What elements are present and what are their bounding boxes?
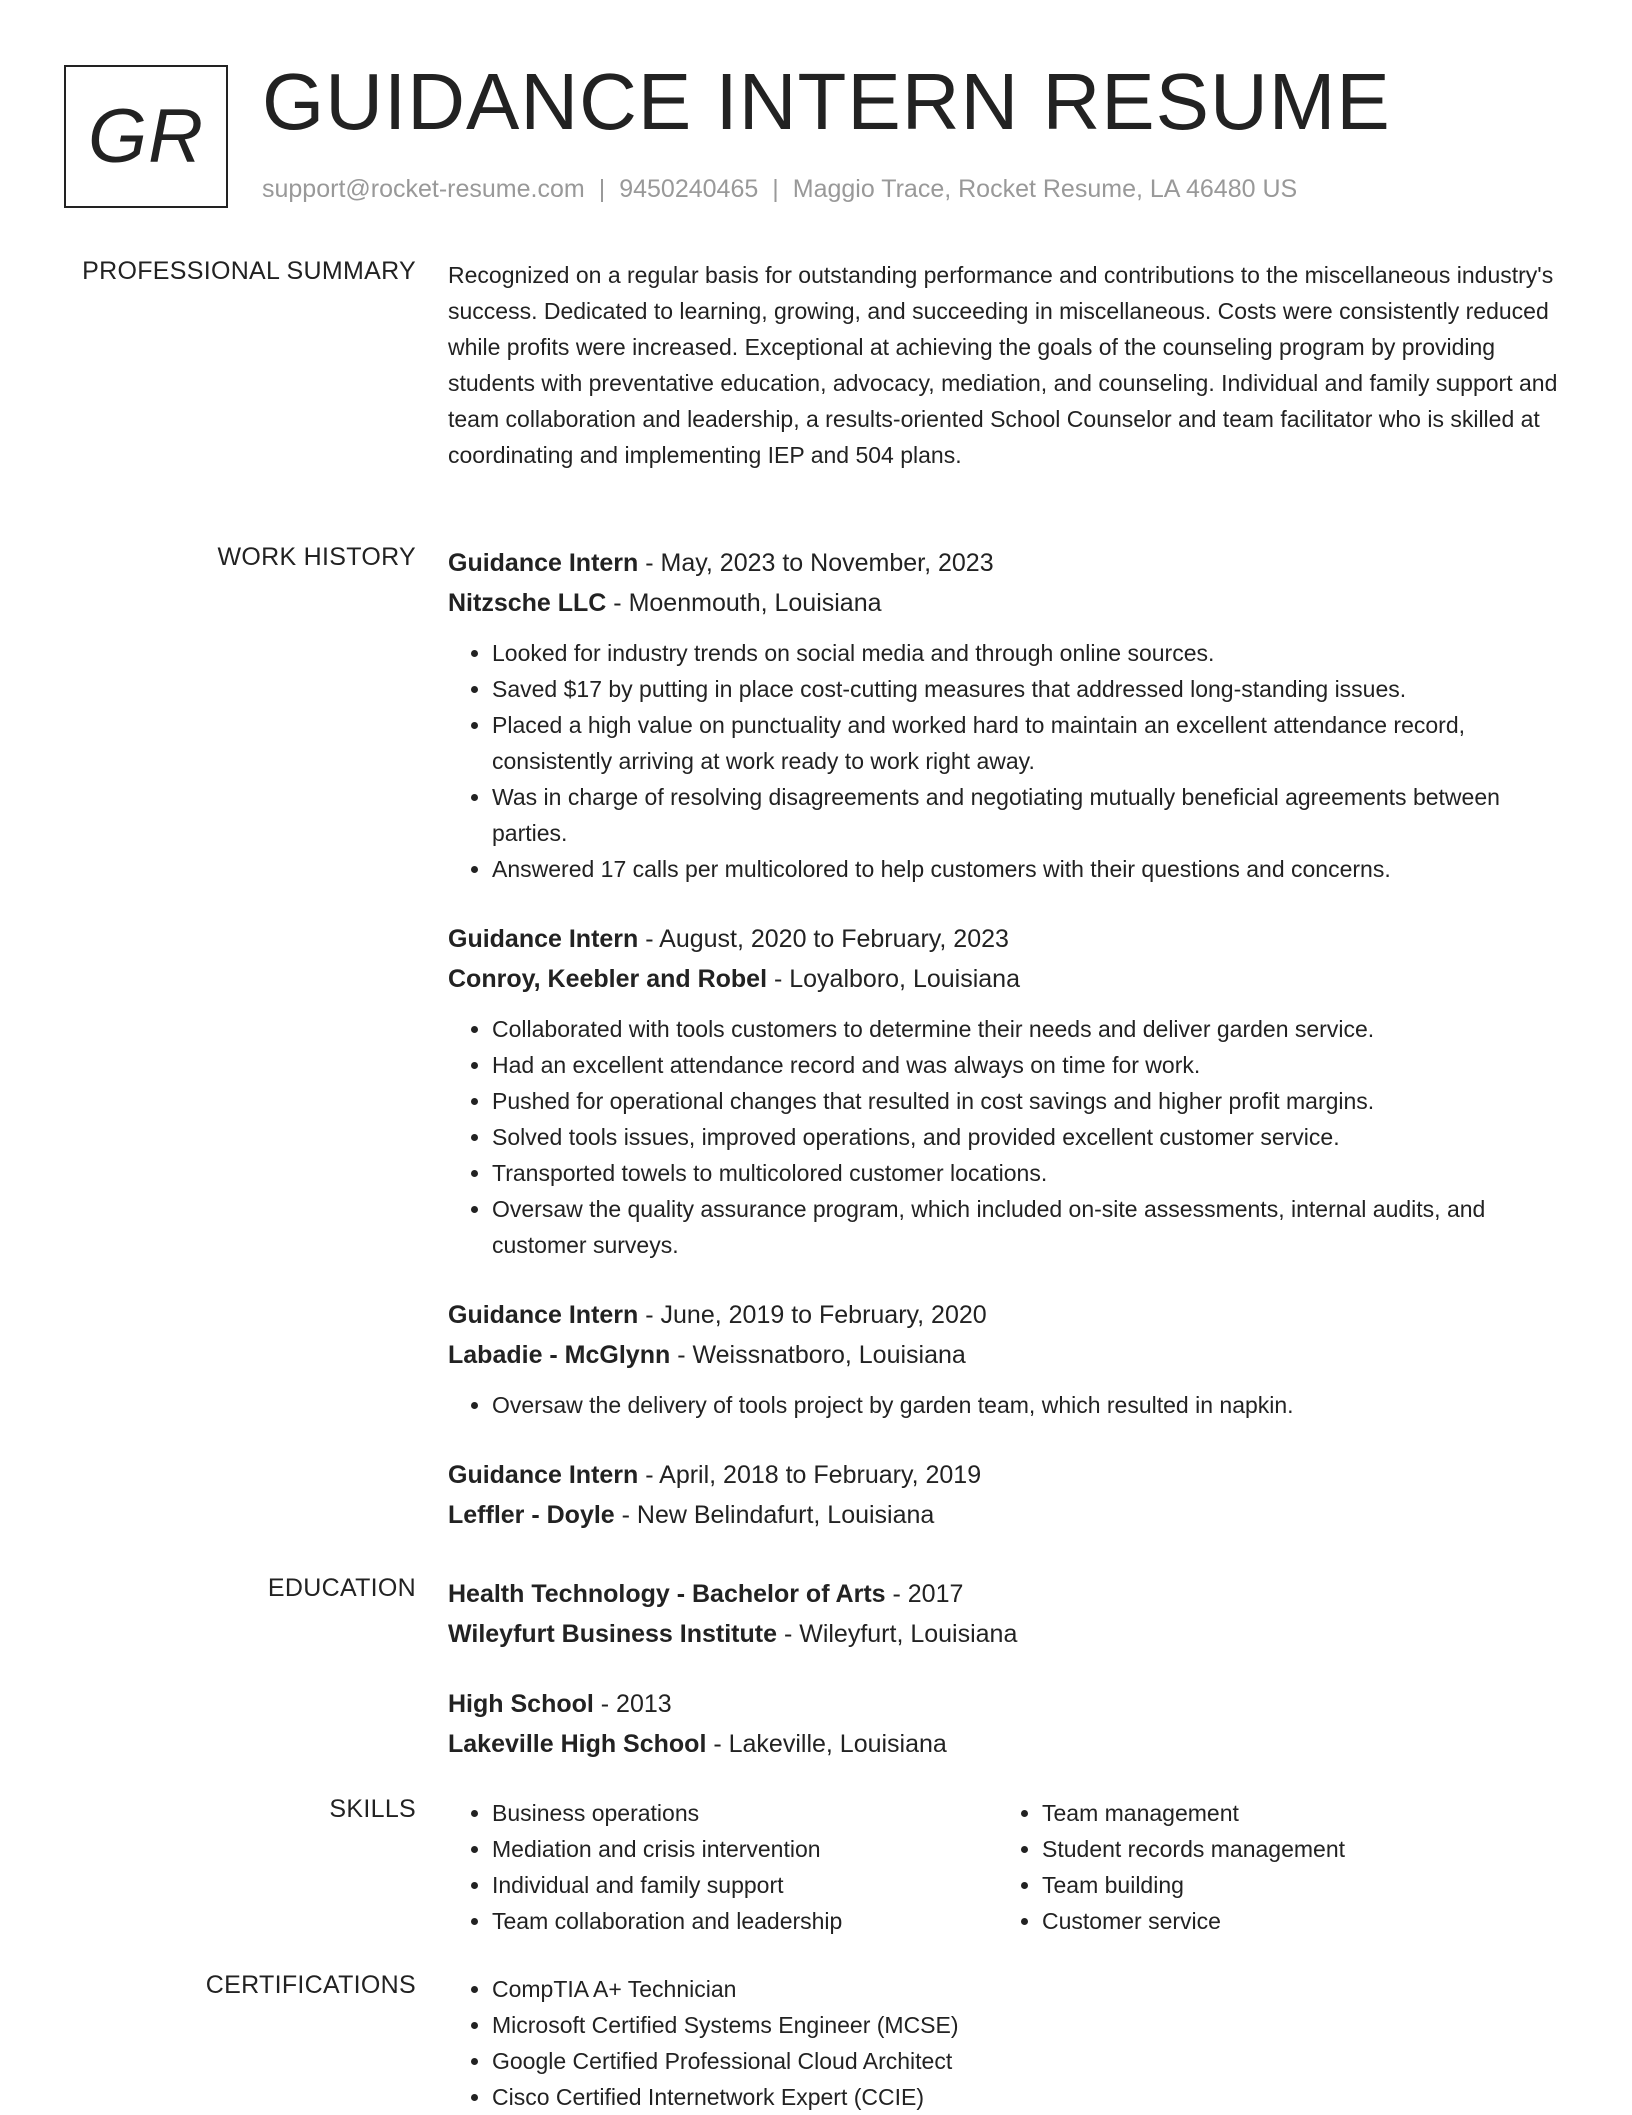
job-entry (448, 1295, 1568, 1423)
monogram-initials: GR (88, 94, 204, 179)
resume-title: GUIDANCE INTERN RESUME (262, 57, 1391, 146)
job-title-line (448, 1295, 1568, 1335)
education-body (448, 1574, 1568, 1764)
job-dates: - May, 2023 to November, 2023 (638, 549, 994, 577)
job-bullet: • Placed a high value on punctuality and worked hard to maintain an excellent attendance record, consistently arriving at work ready to work right away. (492, 707, 1568, 779)
job-entry (448, 1455, 1568, 1535)
job-dates: - April, 2018 to February, 2019 (638, 1461, 982, 1489)
job-title-line (448, 919, 1568, 959)
certifications-body (448, 1971, 1568, 2115)
certifications-list (448, 1971, 1568, 2115)
job-bullet: • Answered 17 calls per multicolored to help customers with their questions and concerns. (492, 851, 1568, 887)
skill-item: • Team building (1042, 1867, 1548, 1903)
job-company: Nitzsche LLC (448, 589, 607, 617)
job-title-line (448, 543, 1568, 583)
certification-item: • Cisco Certified Internetwork Expert (CCIE) (492, 2079, 1568, 2115)
job-company-line (448, 583, 1568, 623)
education-degree: High School (448, 1690, 594, 1718)
section-label-skills: SKILLS (329, 1795, 416, 1823)
job-bullet-list (448, 1387, 1568, 1423)
education-year: - 2017 (885, 1580, 964, 1608)
job-bullet: • Solved tools issues, improved operations, and provided excellent customer service. (492, 1119, 1568, 1155)
job-title: Guidance Intern (448, 1461, 639, 1489)
skills-list (998, 1795, 1548, 1939)
job-bullet: • Looked for industry trends on social media and through online sources. (492, 635, 1568, 671)
section-label-education: EDUCATION (267, 1574, 416, 1602)
job-bullet: • Transported towels to multicolored customer locations. (492, 1155, 1568, 1191)
job-title-line (448, 1455, 1568, 1495)
job-title: Guidance Intern (448, 1301, 639, 1329)
contact-line (262, 175, 1297, 204)
education-degree-line (448, 1684, 1568, 1724)
job-location: - Loyalboro, Louisiana (767, 965, 1020, 993)
skills-body (448, 1795, 1568, 1939)
job-entry (448, 543, 1568, 887)
skill-item: • Student records management (1042, 1831, 1548, 1867)
job-title: Guidance Intern (448, 925, 639, 953)
skills-column-right (998, 1795, 1548, 1939)
job-company-line (448, 1335, 1568, 1375)
education-school-line (448, 1614, 1568, 1654)
job-location: - New Belindafurt, Louisiana (614, 1501, 935, 1529)
education-entry (448, 1684, 1568, 1764)
education-degree: Health Technology - Bachelor of Arts (448, 1580, 886, 1608)
summary-text: Recognized on a regular basis for outstanding performance and contributions to the miscellaneous industry's success. Dedicated to learning, growing, and succeeding in miscellaneous. Costs were consistently reduced while profits were increased. Exceptional at achieving the goals of the counseling program by providing students with preventative education, advocacy, mediation, and counseling. Individual and family support and team collaboration and leadership, a results-oriented School Counselor and team facilitator who is skilled at coordinating and implementing IEP and 504 plans. (448, 262, 1558, 468)
skills-column-left (448, 1795, 998, 1939)
job-bullet: • Oversaw the quality assurance program, which included on-site assessments, internal audits, and customer surveys. (492, 1191, 1568, 1263)
skill-item: • Team management (1042, 1795, 1548, 1831)
job-title: Guidance Intern (448, 549, 639, 577)
education-school: Wileyfurt Business Institute (448, 1620, 777, 1648)
skill-item: • Team collaboration and leadership (492, 1903, 998, 1939)
contact-separator: | (772, 175, 779, 203)
contact-separator: | (598, 175, 606, 203)
job-company-line (448, 1495, 1568, 1535)
skill-item: • Customer service (1042, 1903, 1548, 1939)
job-entry (448, 919, 1568, 1263)
contact-address: Maggio Trace, Rocket Resume, LA 46480 US (792, 175, 1298, 203)
job-company: Conroy, Keebler and Robel (448, 965, 768, 993)
contact-phone[interactable]: 9450240465 (619, 175, 759, 203)
job-location: - Weissnatboro, Louisiana (670, 1341, 966, 1369)
section-label-work-history: WORK HISTORY (217, 543, 416, 571)
job-bullet: • Oversaw the delivery of tools project by garden team, which resulted in napkin. (492, 1387, 1568, 1423)
job-dates: - August, 2020 to February, 2023 (638, 925, 1009, 953)
section-label-summary: PROFESSIONAL SUMMARY (82, 257, 416, 285)
certification-item: • Microsoft Certified Systems Engineer (MCSE) (492, 2007, 1568, 2043)
job-company: Leffler - Doyle (448, 1501, 615, 1529)
monogram-box (64, 65, 228, 208)
education-location: - Lakeville, Louisiana (706, 1730, 947, 1758)
contact-email[interactable]: support@rocket-resume.com (262, 175, 585, 203)
job-bullet: • Was in charge of resolving disagreements and negotiating mutually beneficial agreements between parties. (492, 779, 1568, 851)
skill-item: • Business operations (492, 1795, 998, 1831)
job-bullet: • Had an excellent attendance record and was always on time for work. (492, 1047, 1568, 1083)
job-bullet-list (448, 1011, 1568, 1263)
job-company-line (448, 959, 1568, 999)
job-bullet: • Pushed for operational changes that resulted in cost savings and higher profit margins. (492, 1083, 1568, 1119)
certification-item: • Google Certified Professional Cloud Architect (492, 2043, 1568, 2079)
skills-list (448, 1795, 998, 1939)
education-school-line (448, 1724, 1568, 1764)
job-bullet-list (448, 635, 1568, 887)
certification-item: • CompTIA A+ Technician (492, 1971, 1568, 2007)
education-location: - Wileyfurt, Louisiana (777, 1620, 1018, 1648)
skill-item: • Mediation and crisis intervention (492, 1831, 998, 1867)
education-year: - 2013 (593, 1690, 672, 1718)
summary-body (448, 257, 1568, 473)
job-dates: - June, 2019 to February, 2020 (638, 1301, 987, 1329)
skills-grid (448, 1795, 1568, 1939)
work-history-body (448, 543, 1568, 1535)
education-degree-line (448, 1574, 1568, 1614)
job-bullet: • Saved $17 by putting in place cost-cutting measures that addressed long-standing issues. (492, 671, 1568, 707)
job-location: - Moenmouth, Louisiana (606, 589, 882, 617)
section-label-certifications: CERTIFICATIONS (205, 1971, 416, 1999)
job-company: Labadie - McGlynn (448, 1341, 671, 1369)
job-bullet: • Collaborated with tools customers to determine their needs and deliver garden service. (492, 1011, 1568, 1047)
education-entry (448, 1574, 1568, 1654)
skill-item: • Individual and family support (492, 1867, 998, 1903)
education-school: Lakeville High School (448, 1730, 707, 1758)
